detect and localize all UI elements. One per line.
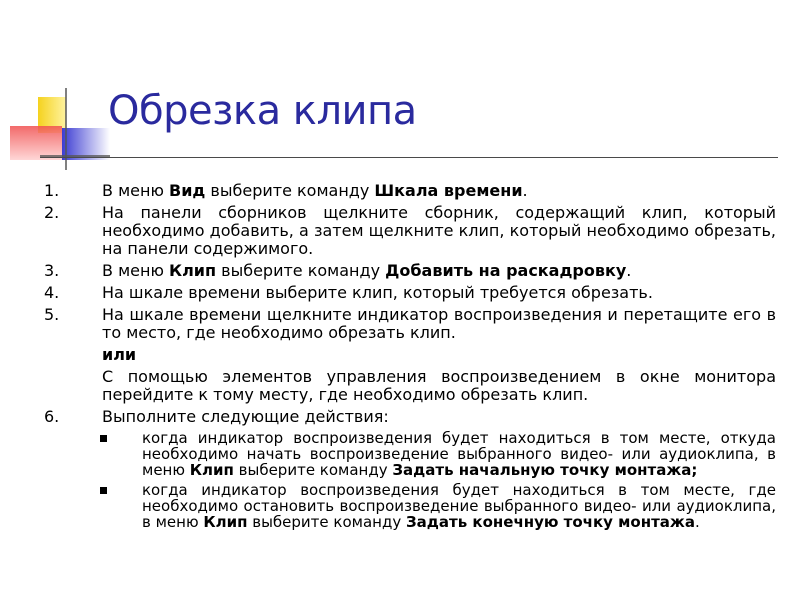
step-number: 5. bbox=[44, 305, 60, 324]
step-text: В меню Вид выберите команду Шкала времени. bbox=[102, 181, 528, 200]
bullet-icon bbox=[44, 482, 142, 530]
step-number: 2. bbox=[44, 203, 60, 222]
title-divider bbox=[40, 157, 778, 158]
bullet-icon bbox=[44, 430, 142, 478]
or-label: или bbox=[102, 345, 137, 364]
step-text: На панели сборников щелкните сборник, содержащий клип, который необходимо добавить, а затем щелкните клип, который необходимо обрезать, на панели содержимого. bbox=[102, 203, 776, 258]
list-item bbox=[44, 306, 776, 342]
list-item bbox=[44, 408, 776, 426]
list-item bbox=[44, 182, 776, 200]
sub-list-item bbox=[44, 482, 776, 530]
step-number: 1. bbox=[44, 181, 60, 200]
step-text: В меню Клип выберите команду Добавить на раскадровку. bbox=[102, 261, 632, 280]
step-number: 3. bbox=[44, 261, 60, 280]
step-text: На шкале времени щелкните индикатор воспроизведения и перетащите его в то место, где необходимо обрезать клип. bbox=[102, 305, 776, 342]
corner-decoration bbox=[0, 0, 110, 170]
sub-item-text: когда индикатор воспроизведения будет находиться в том месте, откуда необходимо начать воспроизведение выбранного видео- или аудиоклипа, в меню Клип выберите команду Задать начальную точку монтажа; bbox=[142, 429, 776, 479]
list-item bbox=[44, 204, 776, 258]
step-alt-text: С помощью элементов управления воспроизведением в окне монитора перейдите к тому месту, где необходимо обрезать клип. bbox=[102, 367, 776, 404]
sub-list-item bbox=[44, 430, 776, 478]
step-number: 6. bbox=[44, 407, 60, 426]
list-item bbox=[44, 262, 776, 280]
step-text: На шкале времени выберите клип, который требуется обрезать. bbox=[102, 283, 653, 302]
slide-title: Обрезка клипа bbox=[108, 88, 417, 134]
steps-list bbox=[44, 182, 776, 534]
list-item bbox=[44, 284, 776, 302]
sub-item-text: когда индикатор воспроизведения будет находиться в том месте, где необходимо остановить воспроизведение выбранного видео- или аудиоклипа, в меню Клип выберите команду Задать конечную точку монтажа. bbox=[142, 481, 776, 531]
step-text: Выполните следующие действия: bbox=[102, 407, 389, 426]
step-number: 4. bbox=[44, 283, 60, 302]
